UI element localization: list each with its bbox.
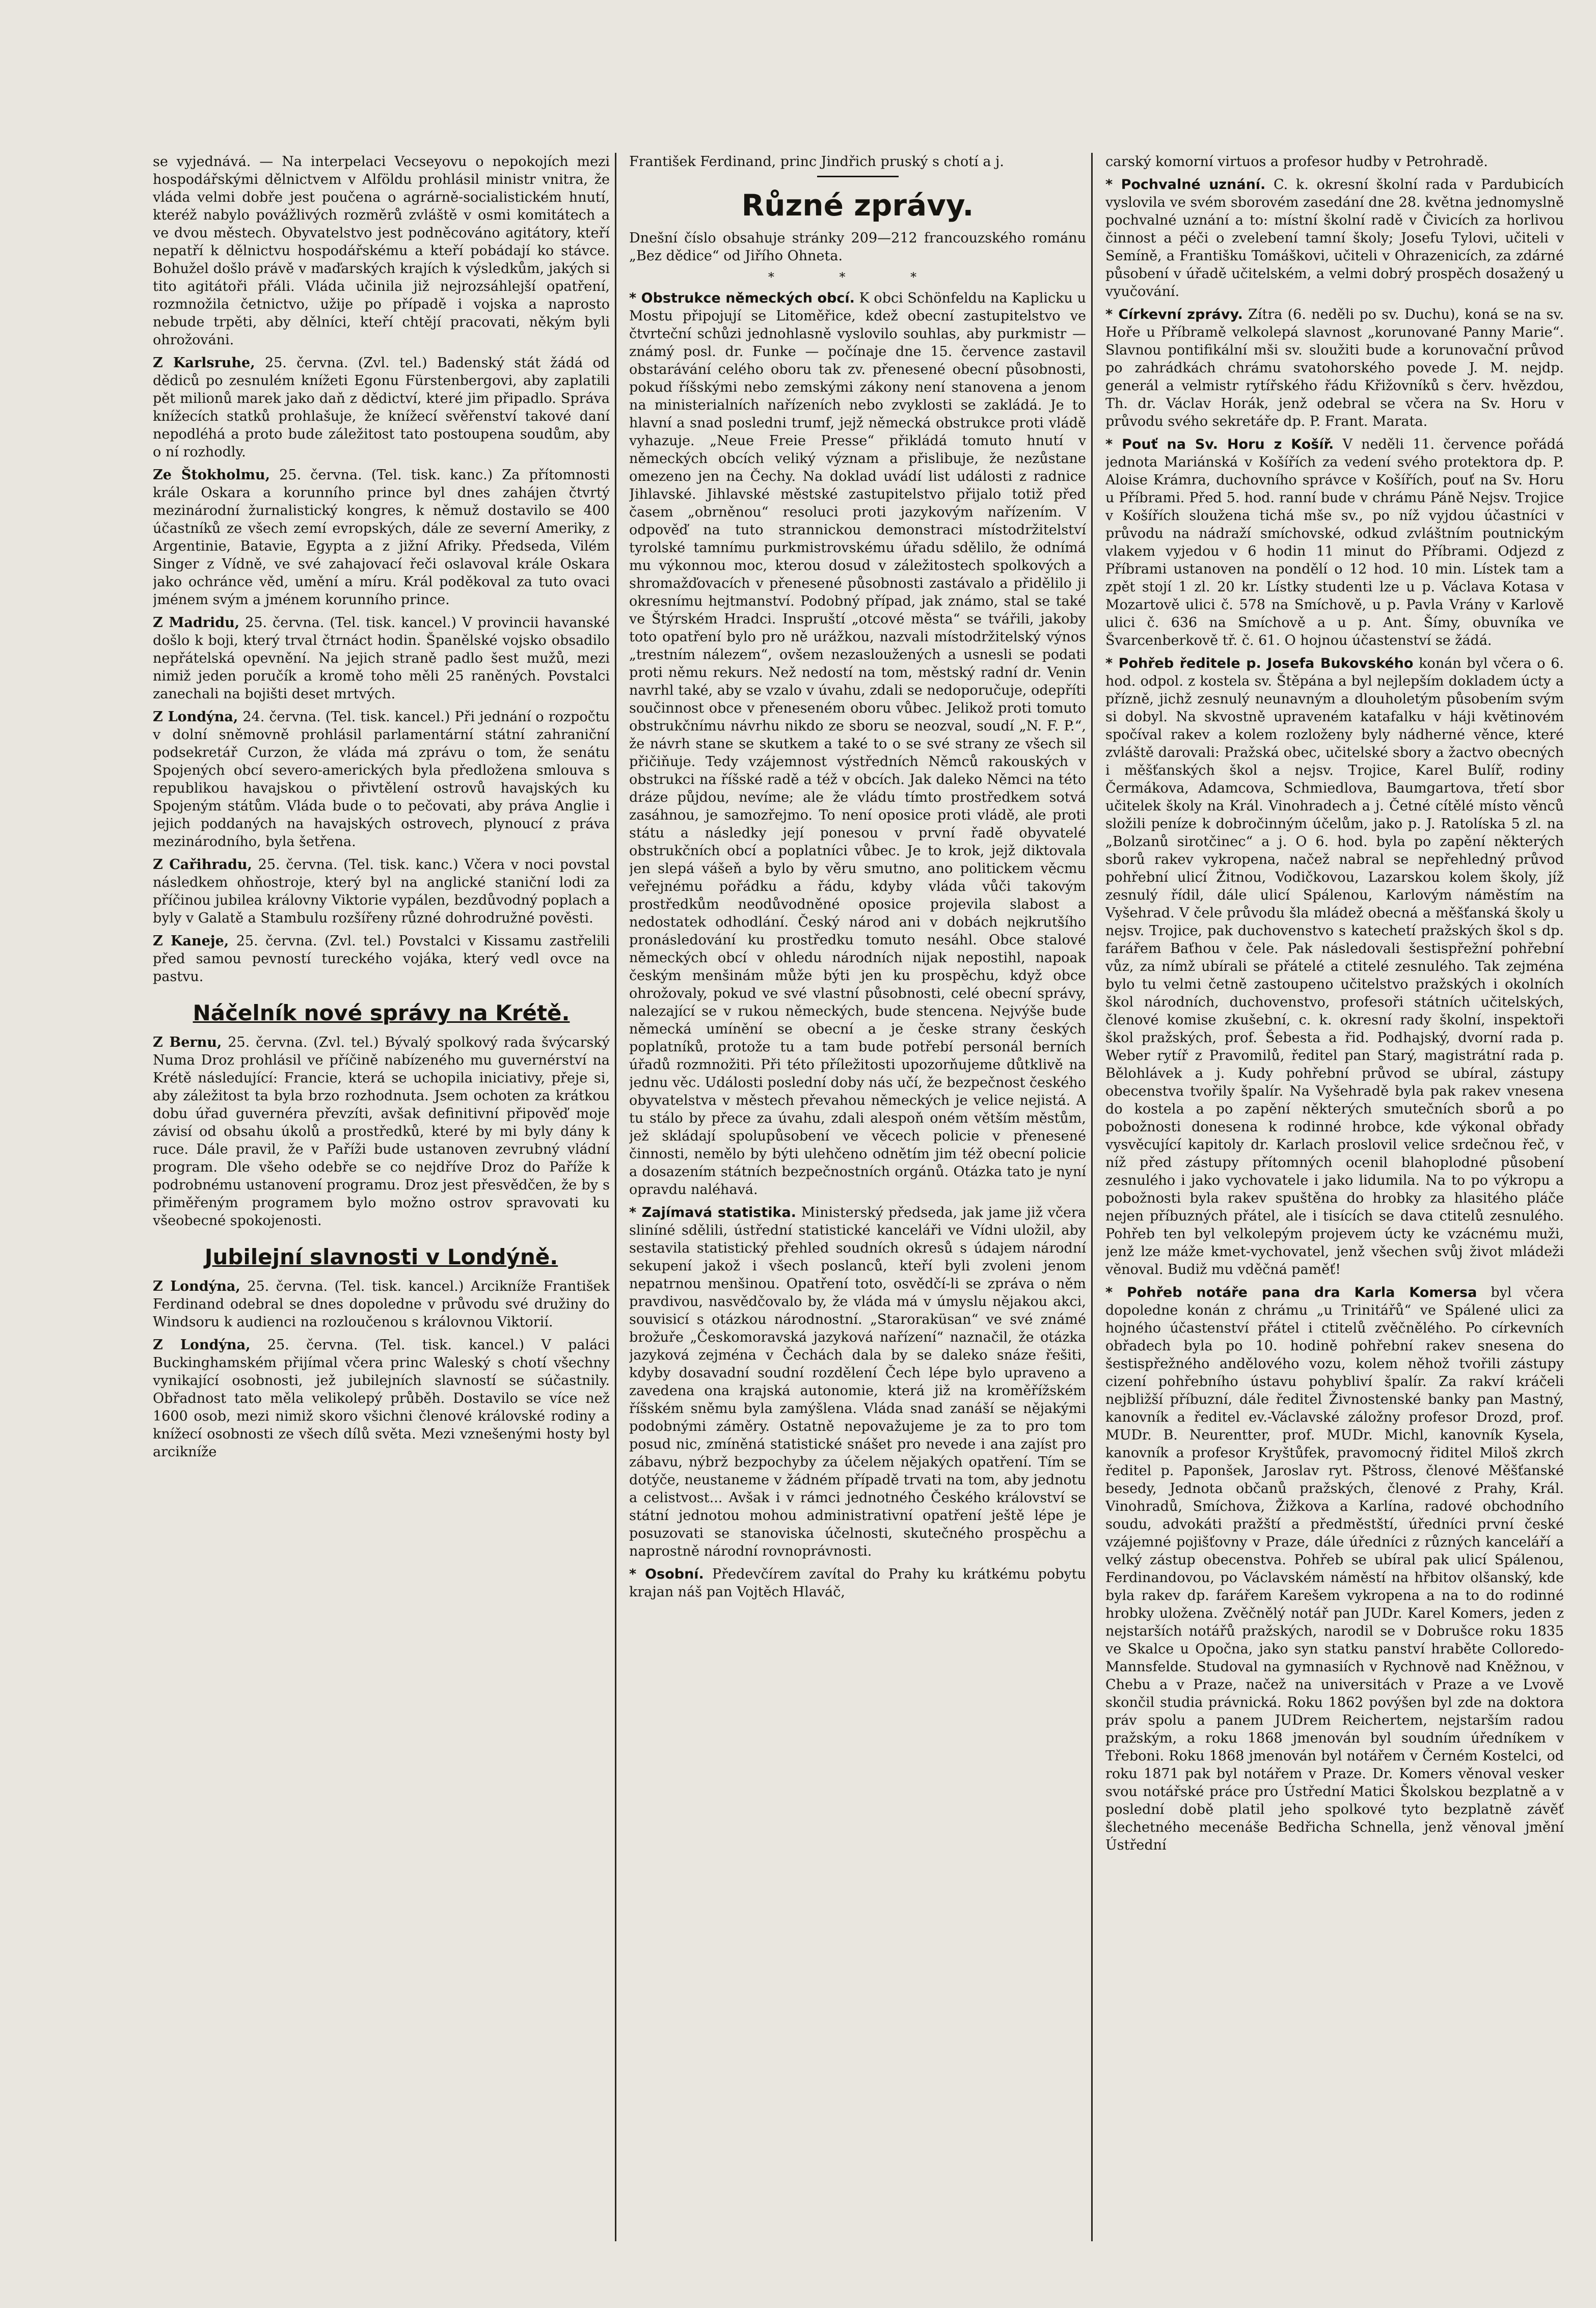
news-item	[1105, 176, 1564, 301]
news-text: 25. června. (Zvl. tel.) Badenský stát žádá od dědiců po zesnulém knížeti Egonu Fürstenbergovi, aby zaplatili pět milionů marek jako daň z dědictví, které jim připadlo. Správa knížecích statků prohlašuje, že knížecí svěřenství takové daní nepodléhá a proto bude záležitost tato postoupena soudům, aby o ní rozhodly.	[153, 355, 610, 460]
news-item	[153, 932, 610, 986]
dateline: Z Karlsruhe,	[153, 355, 255, 371]
news-item	[153, 466, 610, 609]
news-item	[153, 1034, 610, 1230]
news-item	[153, 614, 610, 703]
item-heading: * Pohřeb ředitele p. Josefa Bukovského	[1105, 656, 1414, 671]
news-item	[153, 708, 610, 851]
article-paragraph: se vyjednává. — Na interpelaci Vecseyovu o nepokojích mezi hospodářskými dělnictvem v Alföldu prohlásil ministr vnitra, že vláda velmi dobře jest poučena o agrárně-socialistickém hnutí, kteréž nabylo povážlivých rozměrů zvláště v osmi komitátech a ve dvou městech. Obyvatelstvo jest podněcováno agitátory, kteří nepatří k dělnictvu hospodářskému a kteří pobádají ko stávce. Bohužel došlo právě v maďarských krajích k výsledkům, jakých si tito agitátoři přáli. Vláda učinila již nejrozsáhlejší opatření, rozmnožila četnictvo, užije po případě i vojska a naprosto nebude trpěti, aby dělníci, kteří chtějí pracovati, někým byli ohrožováni.	[153, 154, 610, 348]
article-paragraph: carský komorní virtuos a profesor hudby v Petrohradě.	[1105, 154, 1488, 170]
dateline: Ze Štokholmu,	[153, 467, 270, 483]
news-item	[1105, 1284, 1564, 1854]
divider	[817, 176, 899, 177]
news-text: Předevčírem zavítal do Prahy ku krátkému pobytu krajan náš pan Vojtěch Hlaváč,	[629, 1566, 1086, 1600]
news-item	[1105, 436, 1564, 649]
item-heading: * Osobní.	[629, 1566, 704, 1582]
dateline: Z Bernu,	[153, 1035, 222, 1050]
news-text: 25. června. (Tel. tisk. kancel.) Arcikníže František Ferdinand odebral se dnes dopoledne v průvodu své družiny do Windsoru k audienci na rozloučenou s královnou Viktorií.	[153, 1279, 610, 1330]
dateline: Z Madridu,	[153, 615, 240, 631]
section-heading: Náčelník nové správy na Krétě.	[193, 1000, 570, 1025]
news-text: 25. června. (Zvl. tel.) Bývalý spolkový rada švýcarský Numa Droz prohlásil ve příčině nabízeného mu guvernérství na Krétě následující: Francie, která se uchopila iniciativy, přeje si, aby záležitost ta byla brzo rozhodnuta. Jsem ochoten za krátkou dobu úřad guvernéra převzíti, avšak definitivní připověď moje závisí od obsahu úkolů a prostředků, které by mi byly dány k ruce. Dále pravil, že v Paříži bude ustanoven zevrubný vládní program. Dle všeho odebře se co nejdříve Droz do Paříže k podrobnému ustanovení programu. Droz jest přesvědčen, že by s přiměřeným programem bylo možno ostrov spravovati ku všeobecné spokojenosti.	[153, 1035, 610, 1229]
column-middle	[629, 153, 1093, 2241]
news-text: 25. června. (Tel. tisk. kanc.) Za přítomnosti krále Oskara a korunního prince byl dnes zahájen čtvrtý mezinárodní žurnalistický kongres, k němuž dostavilo se 400 účastníků ze všech zemí evropských, dále ze severní Ameriky, z Argentinie, Batavie, Egypta a z jižní Afriky. Předseda, Vilém Singer z Vídně, ve své zahajovací řeči oslavoval krále Oskara jako ochránce věd, umění a míru. Král poděkoval za tuto ovaci jménem svým a jménem korunního prince.	[153, 467, 610, 608]
news-item	[629, 1565, 1086, 1601]
section-heading: Jubilejní slavnosti v Londýně.	[204, 1244, 558, 1269]
notice-paragraph: Dnešní číslo obsahuje stránky 209—212 francouzského románu „Bez dědice“ od Jiřího Ohneta.	[629, 230, 1086, 264]
column-left	[153, 153, 616, 2241]
news-item	[629, 289, 1086, 1199]
news-item	[153, 354, 610, 461]
dateline: Z Londýna,	[153, 1279, 240, 1294]
news-text: konán byl včera o 6. hod. odpol. z kostela sv. Štěpána a byl nejlepším dokladem úcty a přízně, jichž zesnulý neunavným a dlouholetým působením svým si dobyl. Na skvostně upraveném katafalku v háji květinovém spočíval rakev a kolem rozloženy byly nádherné věnce, které zvláště darovali: Pražská obec, učitelské sbory a žactvo obecných i měšťanských škol a nejsv. Trojice, Karel Bulíř, rodiny Čermákova, Adamcova, Schmiedlova, Baumgartova, třetí sbor učitelek školy na Král. Vinohradech a j. Četné cítělé místo věnců složili peníze k dobročinným účelům, jako p. J. Ratolíska 5 zl. na „Bolzanů sirotčinec“ a j. O 6. hod. byla po zapění některých sborů rakev vykropena, načež nabral se nepřehledný průvod pohřební ulicí Žitnou, Vodičkovou, Lazarskou kolem školy, jíž zesnulý řídil, dále ulicí Spálenou, Karlovým náměstím na Vyšehrad. V čele průvodu šla mládež obecná a měšťanská školy u nejsv. Trojice, pak duchovenstvo s katechetí pražských škol s dp. farářem Baťhou v čele. Pak následovali šestispřežní pohřební vůz, za nímž ubírali se přátelé a ctitelé zesnulého. Tak zejména bylo tu velmi četně zastoupeno učitelstvo pražských i okolních škol národních, duchovenstvo, profesoři státních učitelských, členové komise zkušební, c. k. okresní rady školní, inspektoři škol pražských, prof. Šebesta a řid. Podhajský, dvorní rada p. Weber rytíř z Pravomilů, ředitel pan Starý, magistrátní rada p. Bělohlávek a j. Kudy pohřební průvod se ubíral, zástupy obecenstva tvořily špalír. Na Vyšehradě byla pak rakev vnesena do kostela a po zapění některých smutečních sborů a po pobožnosti donesena k rodinné hrobce, kde výkonal obřady vysvěcující kapitoly dr. Karlach proslovil velice srdečnou řeč, v níž před zástupy přítomných ocenil blahoplodné působení zesnulého i jako vychovatele i jako lidumila. Na to po výkropu a pobožnosti byla rakev spuštěna do hrobky za hlasitého pláče nejen příbuzných přátel, ale i tisících se dava ctitelů zesnulého. Pohřeb ten byl velkolepým projevem úcty ke vzácnému muži, jenž lze máže kmet-vychovatel, jenž všechen svůj život mládeži věnoval. Budiž mu vděčná paměť!	[1105, 656, 1564, 1278]
news-item	[153, 856, 610, 927]
news-text: K obci Schönfeldu na Kaplicku u Mostu připojují se Litoměřice, kdež obecní zastupitelstvo ve čtvrteční schůzi jednohlasně vyslovilo souhlas, aby purkmistr — známý posl. dr. Funke — počínaje dne 15. července zastavil obstarávání celého oboru tak zv. přenesené obecní působnosti, pokud říšskými nebo zemskými zákony není stanovena a jenom na ministerialních nařízeních nebo zvyklosti se zakládá. Je to hlavní a snad posledni trumf, jejž německá obstrukce proti vládě vyhazuje. „Neue Freie Presse“ přikládá tomuto hnutí v německých obcích veliký význam a přislibuje, že nezůstane omezeno jen na Čechy. Na doklad uvádí list události z radnice Jihlavské. Jihlavské městské zastupitelstvo přijalo totiž před časem „obrněnou“ resoluci proti jazykovým nařízením. V odpověď na tuto strannickou demonstraci místodržitelství tyrolské tamnímu purkmistrovskému úřadu sdělilo, že odnímá mu výkonnou moc, kterou dosud v záležitostech spolkových a shromažďovacích v přenesené působnosti zastávalo a přidělilo ji okresnímu hejtmanství. Podobný případ, jak známo, stal se také ve Štýrském Hradci. Inspruští „otcové města“ se tvářili, jakoby toto opatření bylo pro ně urážkou, nazvali místodržitelský výnos „trestním nálezem“, ovšem nezasloužených a usnesli se podati proti němu rekurs. Než nedostí na tom, městský radní dr. Venin navrhl také, aby se vzalo v úvahu, zdali se nedoporučuje, odepříti součinnost obce v přeneseném oboru vůbec. Jelikož proti tomuto obstrukčnímu návrhu nikdo ze sboru se neozval, soudí „N. F. P.“, že návrh stane se skutkem a také to o se své strany ze všech sil přičiňuje. Tedy vzájemnost výstředních Němců rakouských v obstrukci na říšské radě a též v obcích. Jak daleko Němci na této dráze půjdou, nevíme; ale že vládu tímto prostředkem sotvá zasáhnou, je samozřejmo. To není oposice proti vládě, ale proti státu a následky její ponesou v první řadě obyvatelé obstrukčních obcí a poplatníci vůbec. Je to krok, jejž diktovala jen slepá vášeň a bylo by věru smutno, ano politickem věcmu veřejnému pořádku a řádu, kdyby vláda vůči takovým prostředkům neodůvodněné oposice projevila slabost a nedostatek odhodlání. Český národ ani v dobách nejkrutšího pronásledování ku prostředku tomuto nesáhl. Obce stalové německých obcí v ohledu národních nijak nepostihl, napoak českým menšinám může býti jen ku prospěchu, když obce ohrožovaly, pokud ve své vlastní působnosti, celé obecní správy, nalezající se v rukou německých, bude stencena. Nejvýše bude německá umínění se obecní a je česke strany českých poplatníků, protože tu a tam bude potřebí personál berních úřadů rozmnožiti. Při této příležitosti upozorňujeme důtklivě na jednu věc. Události poslední doby nás učí, že bezpečnost českého obyvatelstva v městech převahou německých je velice nejistá. A tu stálo by přece za úvahu, zdali alespoň oném větším městům, jež skládají spolupůsobení ve věcech policie v přenesené činnosti, nemělo by býti ulehčeno odnětím jim též obecní policie a dosazením státních bezpečnostních orgánů. Otázka tato je nyní opravdu naléhavá.	[629, 290, 1086, 1198]
news-text: Zítra (6. neděli po sv. Duchu), koná se na sv. Hoře u Příbramě velkolepá slavnost „korunované Panny Marie“. Slavnou pontifikální mši sv. sloužiti bude a korunovační průvod po zahrádkách chrámu svatohorského povede J. M. nejdp. generál a velmistr rytířského řádu Křižovníků s červ. hvězdou, Th. dr. Václav Horák, jenž odebral se včera na Sv. Horu v průvodu svého sekretáře dp. P. Frant. Marata.	[1105, 307, 1564, 429]
item-heading: * Pouť na Sv. Horu z Košíř.	[1105, 437, 1334, 452]
news-text: 25. června. (Tel. tisk. kancel.) V paláci Buckinghamském přijímal včera princ Waleský s chotí všechny vynikající osobnosti, jež jubilejních slavností se súčastnily. Obřadnost tato měla velikolepý průběh. Dostavilo se více než 1600 osob, mezi nimiž skoro všichni členové královské rodiny a knížecí osobnosti ze všech dílů světa. Mezi vznešenými hosty byl arcikníže	[153, 1337, 610, 1460]
item-heading: * Zajímavá statistika.	[629, 1205, 796, 1220]
news-text: 25. června. (Tel. tisk. kancel.) V provincii havanské došlo k boji, který trval čtrnáct hodin. Španělské vojsko obsadilo nepřátelská opevnění. Na jejich straně padlo šest mužů, mezi nimiž jeden poručík a kromě toho měli 25 raněných. Povstalci zanechali na bojišti deset mrtvých.	[153, 615, 610, 702]
dateline: Z Cařihradu,	[153, 857, 252, 873]
news-text: C. k. okresní školní rada v Pardubicích vyslovila ve svém sborovém zasedání dne 28. května jednomyslně pochvalné uznání a to: místní školní radě v Čivicích za horlivou činnost a péči o zvelebení tamní školy; Josefu Tylovi, učiteli v Semíně, a Františku Tomáškovi, učiteli v Ohrazenicích, za zdárné působení v úřadě učitelském, a velmi dobrý prospěch dosažený u vyučování.	[1105, 177, 1564, 300]
news-item	[153, 1336, 610, 1461]
news-text: Ministerský předseda, jak jame již včera sliníné sdělili, ústřední statistické kanceláři ve Vídni uložil, aby sestavila statistický přehled soudních okresů s údajem národní sekupení jakož i všech poslanců, kteří byli zvoleni jenom nepatrnou menšinou. Opatření toto, osvědčí-li se zpráva o něm pravdivou, nasvědčovalo by, že vláda má v úmyslu nějakou akci, souvisicí s otázkou národnostní. „Staroraküsan“ ve své známé brožuře „Českomoravská jazyková nařízení“ naznačil, že otázka jazyková zejména v Čechách dala by se daleko snáze řešiti, kdyby dosavadní soudní rozdělení Čech lépe bylo upraveno a zavedena ona krajská autonomie, která již na kroměřížském říšském sněmu byla zamýšlena. Vláda snad zanáší se nějakými podobnými záměry. Ostatně nepovažujeme je za to pro tom posud nic, zmíněná statistické snášet pro nevede i ana zajíst pro zábavu, nýbrž bezpochyby za účelem nějakých opatření. Tím se dotýče, neustaneme v žádném případě trvati na tom, aby jednotu a celistvost... Avšak i v rámci jednotného Českého království se státní jednotou mohou administrativní opatření ještě lépe je posuzovati se stanoviska účelnosti, skutečného prospěchu a naprostně národní rovnoprávnosti.	[629, 1205, 1086, 1559]
news-item	[1105, 306, 1564, 430]
column-right	[1105, 153, 1569, 2241]
dateline: Z Londýna,	[153, 1337, 251, 1353]
news-item	[1105, 655, 1564, 1279]
news-text: 24. června. (Tel. tisk. kancel.) Při jednání o rozpočtu v dolní sněmovně prohlásil parlamentární státní zahraniční podsekretář Curzon, že vláda má zprávu o tom, že senátu Spojených obcí severo-amerických byla předložena smlouva s republikou havajskou o přivtělení ostrovů havajských ku Spojeným státům. Vláda bude o to pečovati, aby práva Anglie i jejich poddaných na havajských ostrovech, plynoucí z práva mezinárodního, byla šetřena.	[153, 709, 610, 850]
item-heading: * Církevní zprávy.	[1105, 307, 1243, 322]
newspaper-page	[153, 153, 1569, 2241]
dateline: Z Londýna,	[153, 709, 238, 725]
news-item	[153, 1278, 610, 1331]
news-text: V neděli 11. července pořádá jednota Mariánská v Košířích za vedení svého protektora dp. P. Aloise Krámra, duchovního správce v Košířích, pouť na Sv. Horu u Příbrami. Před 5. hod. ranní bude v chrámu Páně Nejsv. Trojice v Košířích sloužena tichá mše sv., po níž vyjdou účastníci v průvodu na nádraží smíchovské, odkud zvláštním poutnickým vlakem vyjedou v 6 hodin 11 minut do Příbrami. Odjezd z Příbrami ustanoven na pondělí o 12 hod. 10 min. Lístek tam a zpět stojí 1 zl. 20 kr. Lístky studenti lze u p. Václava Kotasa v Mozartově ulici č. 578 na Smíchově, u p. Pavla Vrány v Karlově ulici č. 636 na Smíchově a u p. Ant. Šímy, obuvníka ve Švarcenberkově tř. č. 61. O hojnou účastenství se žádá.	[1105, 437, 1564, 648]
dateline: Z Kaneje,	[153, 933, 229, 949]
article-paragraph: František Ferdinand, princ Jindřich pruský s chotí a j.	[629, 154, 1005, 170]
news-text: 25. června. (Tel. tisk. kanc.) Včera v noci povstal následkem ohňostroje, který byl na anglické staniční lodi za příčinou jubilea královny Viktorie vypálen, bezdůvodný poplach a byly v Galatě a Stambulu rozšířeny různé dohrodružné pověsti.	[153, 857, 610, 926]
news-text: byl včera dopoledne konán z chrámu „u Trinitářů“ ve Spálené ulici za hojného účastenství přátel i ctitelů zvěčnělého. Po církevních obřadech byla po 10. hodině pohřební rakev snesena do šestispřežného andělového vozu, kolem něhož tvořili zástupy cizení pohřebního ústavu pohybliví špalír. Za rakví kráčeli nejbližší příbuzní, dále ředitel Živnostenské banky pan Mastný, kanovník a ředitel ev.-Václavské záložny profesor Drozd, prof. MUDr. B. Neurentter, prof. MUDr. Michl, kanovník Kysela, kanovník a profesor Kryštůfek, pravomocný řiditel Miloš zkrch ředitel p. Paponšek, Jaroslav ryt. Pštross, členové Měšťanské besedy, Jednota občanů pražských, členové z Prahy, Král. Vinohradů, Smíchova, Žižkova a Karlína, radové obchodního soudu, advokáti pražští a předměstští, úředníci první české vzájemné pojišťovny v Praze, dále úředníci z různých kanceláří a velký zástup obecenstva. Pohřeb se ubíral pak ulicí Spálenou, Ferdinandovou, po Václavském náměstí na hřbitov olšanský, kde byla rakev dp. farářem Karešem vykropena a na to do rodinné hrobky uložena. Zvěčnělý notář pan JUDr. Karel Komers, jeden z nejstarších notářů pražských, narodil se v Dobrušce roku 1835 ve Skalce u Opočna, jako syn statku panství hraběte Colloredo-Mannsfelde. Studoval na gymnasiích v Rychnově nad Kněžnou, v Chebu a v Praze, načež na universitách v Praze a ve Lvově skončil studia právnická. Roku 1862 povýšen byl zde na doktora práv spolu a panem JUDrem Reichertem, nejstarším radou pražským, a roku 1868 jmenován byl soudním úředníkem v Třeboni. Roku 1868 jmenován byl notářem v Černém Kostelci, od roku 1871 pak byl notářem v Praze. Dr. Komers věnoval vesker svou notářské práce pro Ústřední Matici Školskou bezplatně a v poslední době platil jeho spolkové tyto bezplatně závěť šlechetného mecenáše Bedřicha Schnella, jenž věnoval jmění Ústřední	[1105, 1285, 1564, 1853]
item-heading: * Pochvalné uznání.	[1105, 177, 1266, 193]
item-heading: * Pohřeb notáře pana dra Karla Komersa	[1105, 1285, 1477, 1300]
news-text: 25. června. (Zvl. tel.) Povstalci v Kissamu zastřelili před samou pevností tureckého vojáka, který vedl ovce na pastvu.	[153, 933, 610, 985]
section-heading: Různé zprávy.	[741, 188, 974, 223]
item-heading: * Obstrukce německých obcí.	[629, 290, 855, 306]
divider-stars: * * *	[768, 270, 948, 284]
news-item	[629, 1204, 1086, 1560]
